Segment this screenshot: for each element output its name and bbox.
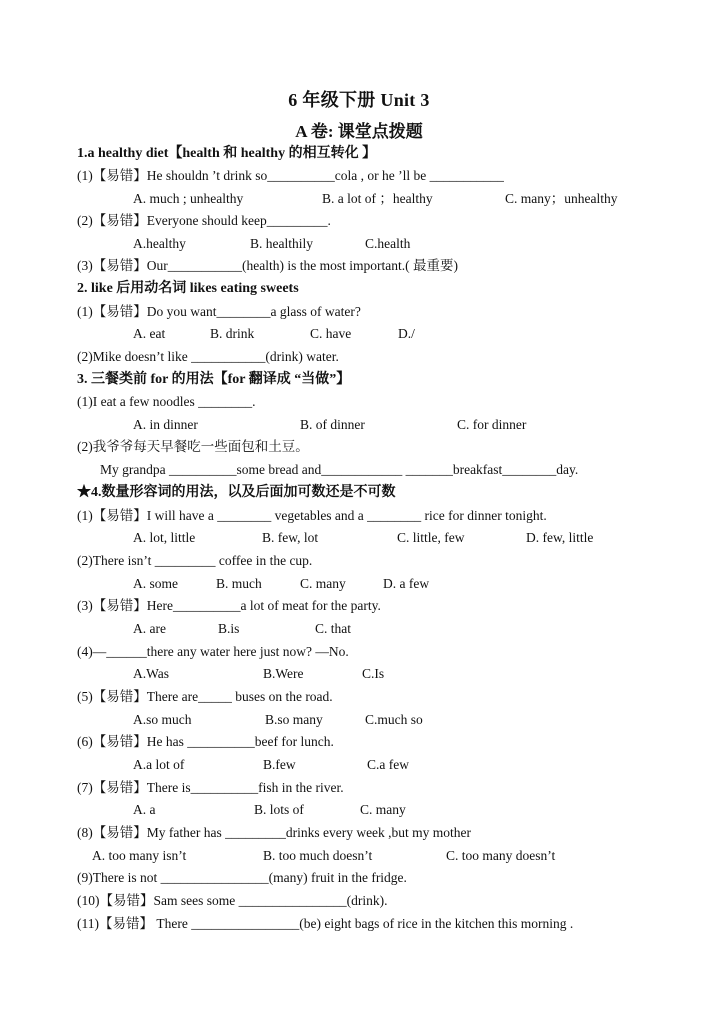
option-b: B. lots of — [254, 802, 304, 817]
question-4-6: (6)【易错】He has __________beef for lunch. — [77, 734, 334, 749]
option-a: A. are — [133, 621, 166, 636]
option-b: B. of dinner — [300, 417, 365, 432]
option-b: B. drink — [210, 326, 255, 341]
option-c: C.a few — [367, 757, 409, 772]
question-1-2: (2)【易错】Everyone should keep_________. — [77, 213, 331, 228]
question-4-7: (7)【易错】There is__________fish in the river. — [77, 780, 344, 795]
option-c: C. little, few — [397, 530, 465, 545]
question-3-1: (1)I eat a few noodles ________. — [77, 394, 256, 409]
option-c: C. too many doesn’t — [446, 848, 556, 863]
question-4-4: (4)—______there any water here just now? —No. — [77, 644, 349, 659]
question-1-1: (1)【易错】He shouldn ’t drink so__________cola , or he ’ll be ___________ — [77, 168, 504, 183]
section-4-heading: ★4.数量形容词的用法，以及后面加可数还是不可数 — [77, 485, 396, 500]
question-1-3: (3)【易错】Our___________(health) is the most important.( 最重要) — [77, 258, 458, 273]
option-a: A.so much — [133, 712, 192, 727]
question-4-10: (10)【易错】Sam sees some ________________(drink). — [77, 893, 388, 908]
option-c: C. for dinner — [457, 417, 527, 432]
option-b: B. too much doesn’t — [263, 848, 373, 863]
question-3-2: (2)我爷爷每天早餐吃一些面包和土豆。 — [77, 439, 309, 454]
question-4-2: (2)There isn’t _________ coffee in the cup. — [77, 553, 313, 568]
option-d: D. a few — [383, 576, 430, 591]
option-a: A. a — [133, 802, 156, 817]
question-4-5: (5)【易错】There are_____ buses on the road. — [77, 689, 333, 704]
option-a: A. in dinner — [133, 417, 198, 432]
section-2-heading: 2. like 后用动名词 likes eating sweets — [77, 281, 299, 296]
option-c: C. have — [310, 326, 352, 341]
question-4-8: (8)【易错】My father has _________drinks every week ,but my mother — [77, 825, 472, 840]
section-1-heading: 1.a healthy diet【health 和 healthy 的相互转化 】 — [77, 146, 377, 161]
option-a: A.a lot of — [133, 757, 185, 772]
option-a: A.healthy — [133, 236, 186, 251]
question-2-2: (2)Mike doesn’t like ___________(drink) water. — [77, 349, 339, 364]
option-b: B.Were — [263, 666, 304, 681]
option-b: B.few — [263, 757, 296, 772]
option-c: C. many — [360, 802, 406, 817]
option-c: C. many — [300, 576, 346, 591]
option-b: B. a lot of ；healthy — [322, 191, 433, 206]
question-4-1: (1)【易错】I will have a ________ vegetables and a ________ rice for dinner tonight. — [77, 508, 547, 523]
option-a: A. too many isn’t — [92, 848, 187, 863]
option-a: A. eat — [133, 326, 166, 341]
option-b: B.is — [218, 621, 240, 636]
question-4-11: (11)【易错】 There ________________(be) eight bags of rice in the kitchen this morning . — [77, 916, 574, 931]
option-c: C. that — [315, 621, 351, 636]
option-a: A. some — [133, 576, 178, 591]
question-4-9: (9)There is not ________________(many) fruit in the fridge. — [77, 870, 407, 885]
option-b: B. healthily — [250, 236, 313, 251]
option-d: D./ — [398, 326, 415, 341]
option-c: C.health — [365, 236, 411, 251]
option-d: D. few, little — [526, 530, 594, 545]
option-c: C.much so — [365, 712, 423, 727]
option-c: C. many；unhealthy — [505, 191, 618, 206]
option-b: B.so many — [265, 712, 323, 727]
option-b: B. few, lot — [262, 530, 319, 545]
section-3-heading: 3. 三餐类前 for 的用法【for 翻译成 “当做”】 — [77, 372, 351, 387]
page-title: 6 年级下册 Unit 3 — [288, 90, 430, 110]
question-4-3: (3)【易错】Here__________a lot of meat for the party. — [77, 598, 381, 613]
option-c: C.Is — [362, 666, 385, 681]
question-3-2-english: My grandpa __________some bread and____________ _______breakfast________day. — [100, 462, 579, 477]
option-a: A.Was — [133, 666, 170, 681]
option-a: A. much ; unhealthy — [133, 191, 244, 206]
page-subtitle: A 卷: 课堂点拨题 — [295, 122, 423, 141]
option-a: A. lot, little — [133, 530, 196, 545]
question-2-1: (1)【易错】Do you want________a glass of water? — [77, 304, 361, 319]
option-b: B. much — [216, 576, 262, 591]
